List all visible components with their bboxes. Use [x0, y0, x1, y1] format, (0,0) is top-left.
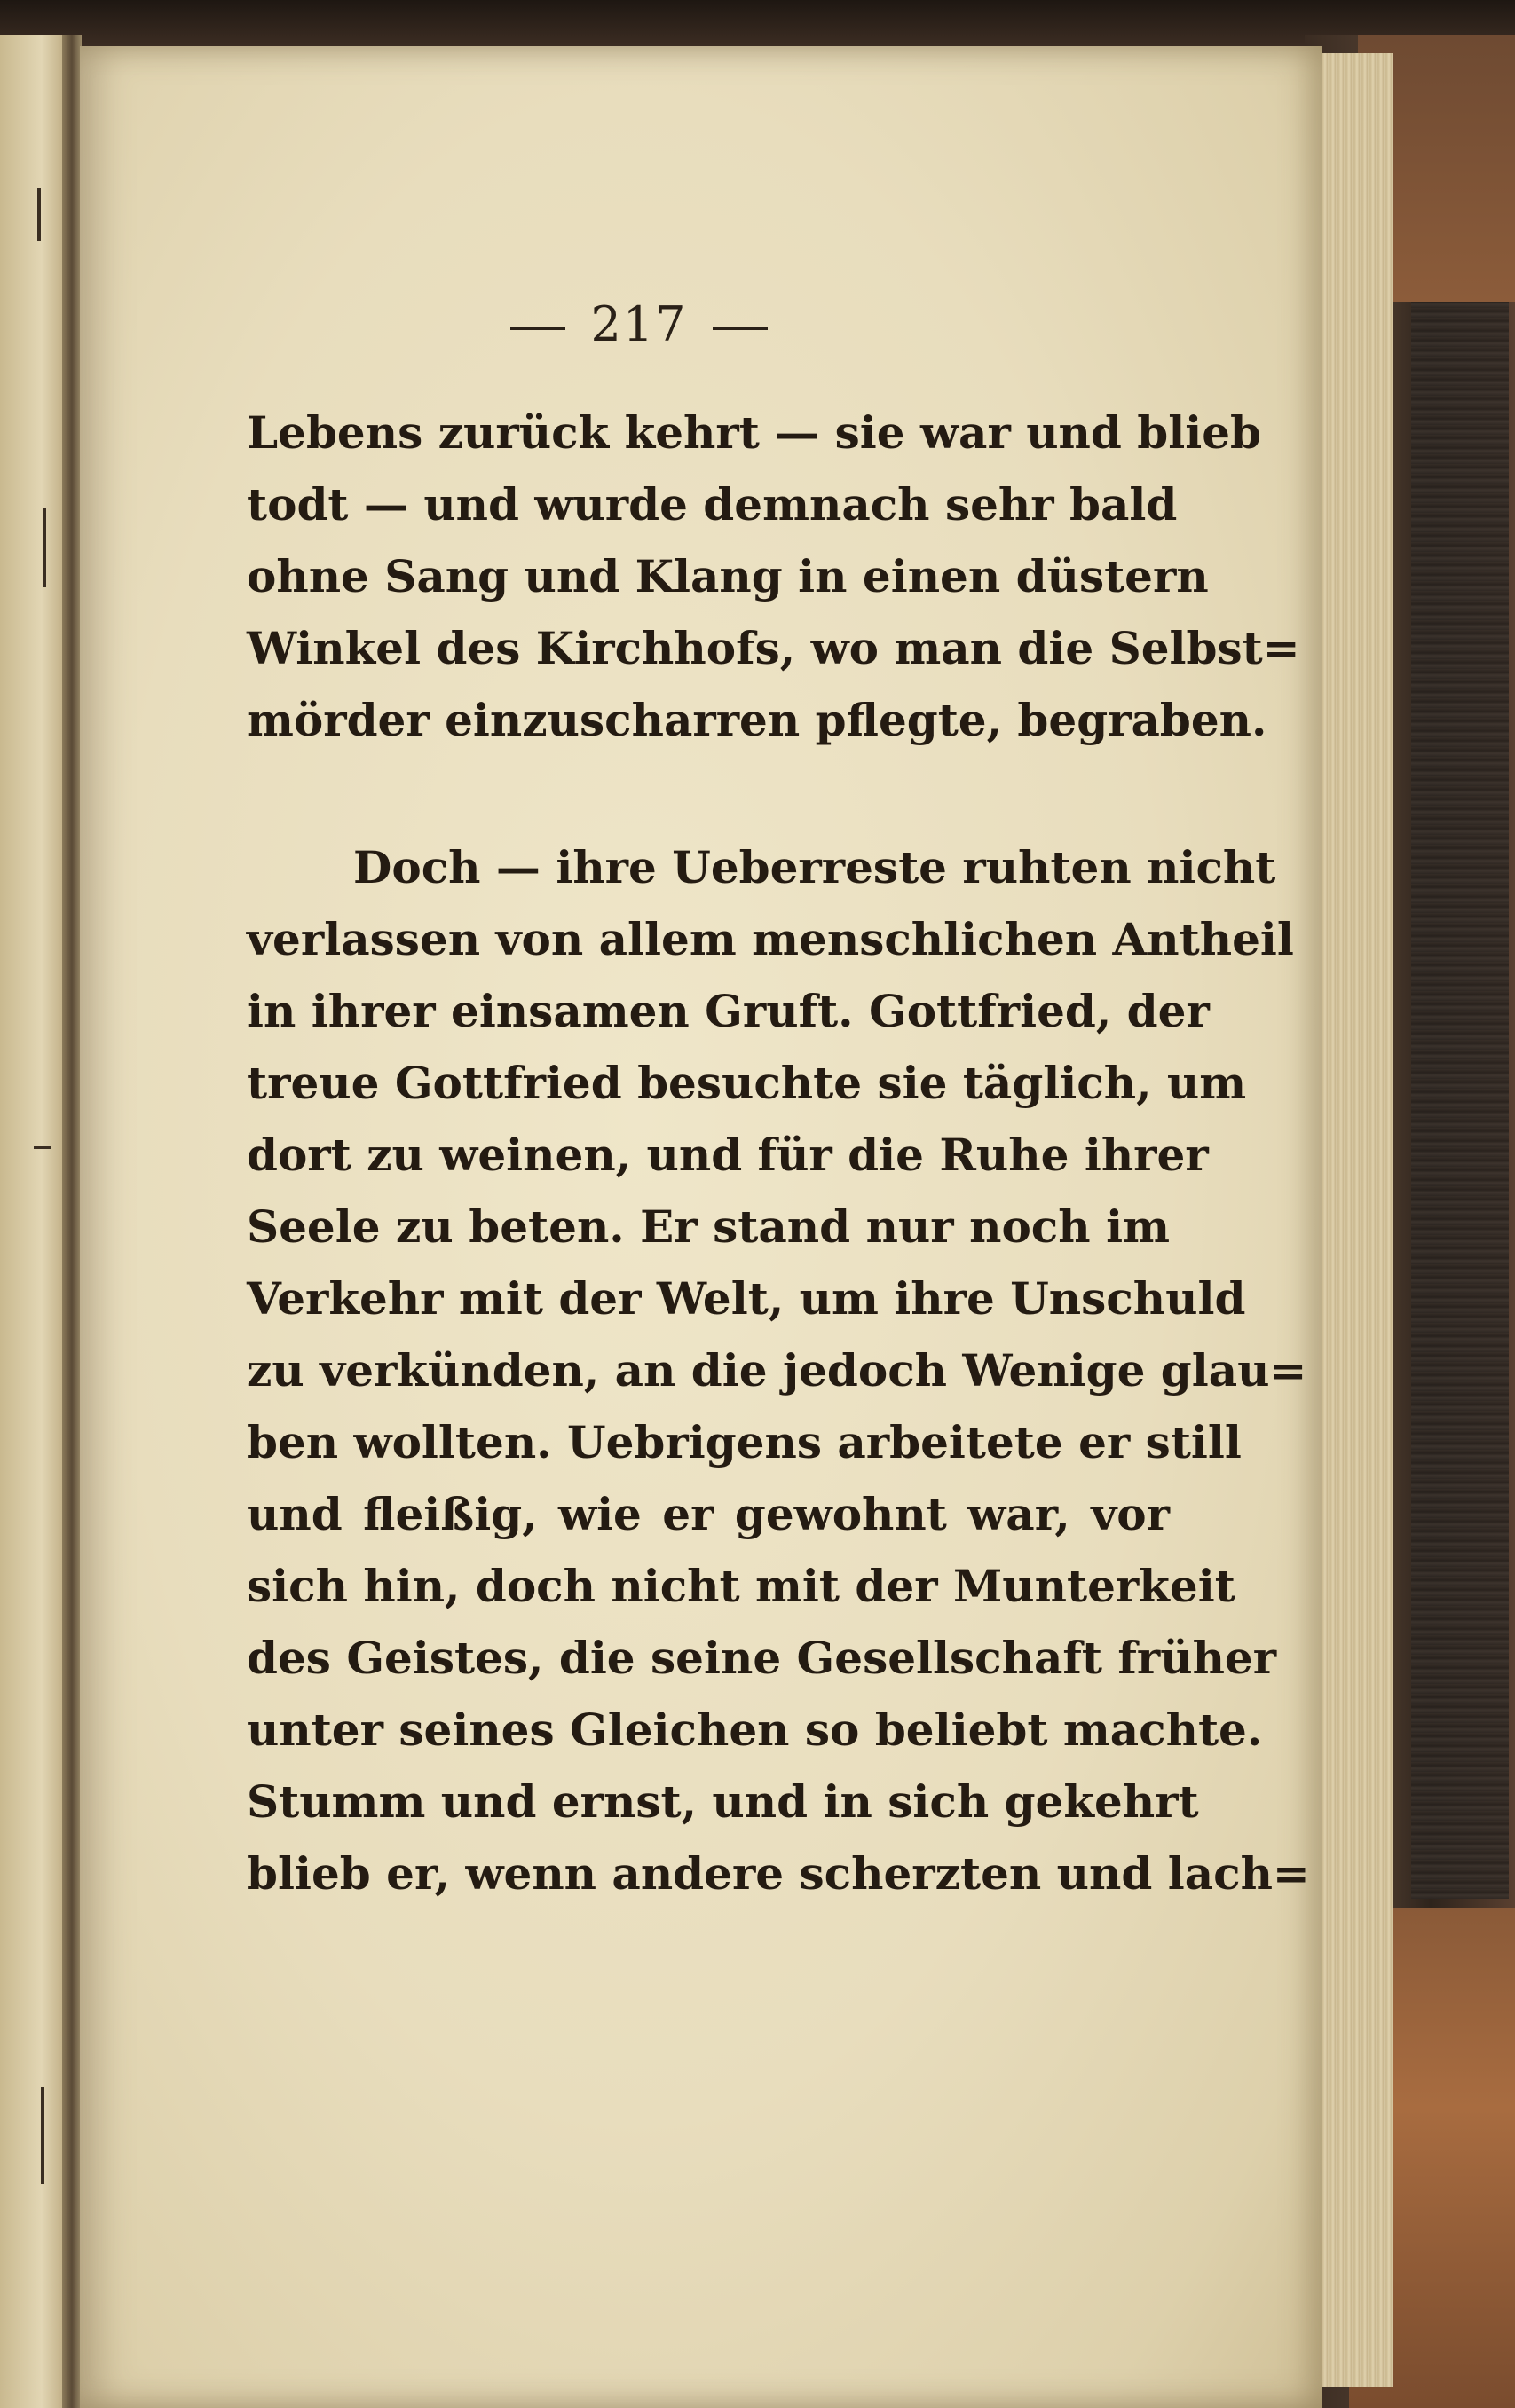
paragraph-1 — [247, 397, 1300, 756]
text-line: Stumm und ernst, und in sich gekehrt — [247, 1775, 1199, 1828]
text-line: todt — und wurde demnach sehr bald — [247, 478, 1178, 531]
text-line: des Geistes, die seine Gesellschaft früher — [247, 1632, 1277, 1684]
text-line: sich hin, doch nicht mit der Munterkeit — [247, 1560, 1235, 1612]
paragraph-gap — [247, 756, 1170, 831]
page-number: 217 — [590, 296, 688, 352]
text-line: verlassen von allem menschlichen Antheil — [247, 913, 1294, 965]
text-line: Doch — ihre Ueberreste ruhten nicht — [353, 841, 1276, 893]
margin-mark — [43, 508, 46, 587]
text-line: Winkel des Kirchhofs, wo man die Selbst= — [247, 622, 1300, 674]
text-line: ohne Sang und Klang in einen düstern — [247, 550, 1209, 602]
book-gutter — [62, 35, 82, 2408]
margin-mark — [34, 1146, 51, 1149]
text-line: in ihrer einsamen Gruft. Gottfried, der — [247, 985, 1210, 1037]
margin-mark — [37, 188, 41, 241]
text-line: und fleißig, wie er gewohnt war, vor — [247, 1488, 1170, 1540]
facing-page-edge — [0, 35, 69, 2408]
header-dash-right — [713, 327, 768, 330]
paragraph-2 — [247, 831, 1310, 1909]
text-line: Lebens zurück kehrt — sie war und blieb — [247, 406, 1261, 459]
header-dash-left — [510, 327, 565, 330]
page-header — [80, 296, 1198, 352]
body-text — [247, 397, 1310, 1909]
text-line: ben wollten. Uebrigens arbeitete er still — [247, 1416, 1242, 1468]
margin-mark — [41, 2087, 44, 2184]
text-line: treue Gottfried besuchte sie täglich, um — [247, 1057, 1247, 1109]
text-line: unter seines Gleichen so beliebt machte. — [247, 1704, 1263, 1756]
cover-marbled-board — [1411, 302, 1509, 1899]
book-top-edge — [0, 0, 1515, 46]
text-line: blieb er, wenn andere scherzten und lach= — [247, 1847, 1310, 1900]
text-line: dort zu weinen, und für die Ruhe ihrer — [247, 1129, 1209, 1181]
text-line: zu verkünden, an die jedoch Wenige glau= — [247, 1344, 1307, 1397]
text-line: Verkehr mit der Welt, um ihre Unschuld — [247, 1272, 1246, 1325]
book-page — [80, 46, 1322, 2408]
text-line: Seele zu beten. Er stand nur noch im — [247, 1200, 1170, 1253]
text-line: mörder einzuscharren pflegte, begraben. — [247, 694, 1267, 746]
